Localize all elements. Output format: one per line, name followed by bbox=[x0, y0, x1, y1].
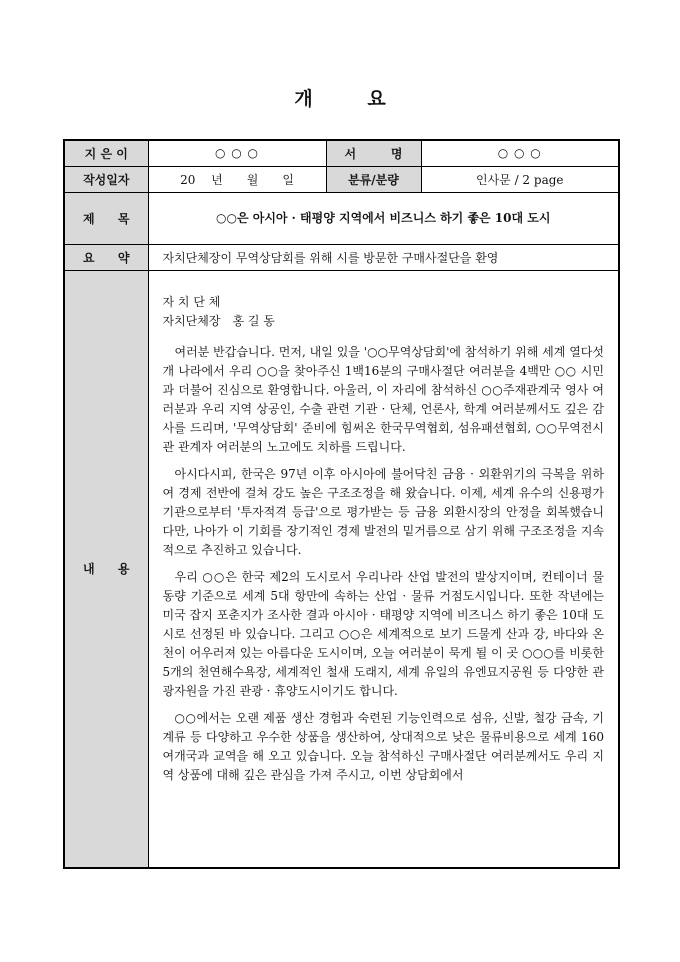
subject-value: ○○은 아시아 · 태평양 지역에서 비즈니스 하기 좋은 10대 도시 bbox=[148, 192, 619, 244]
subject-label-part2: 목 bbox=[117, 211, 130, 226]
content-paragraph-2: 아시다시피, 한국은 97년 이후 아시아에 불어닥친 금융 · 외환위기의 극복을 위하여 경제 전반에 걸쳐 강도 높은 구조조정을 해 왔습니다. 이제, 세계 유수의 신용평가기관으로부터 '투자적격 등급'으로 평가받는 등 금융 외환시장의 안정을 회복했습니다만, 나아가 이 기회를 장기적인 경제 발전의 밑거름으로 삼기 위해 구조조정을 지속적으로 추진하고 있습니다. bbox=[162, 466, 604, 557]
page-title-left: 개 bbox=[294, 88, 313, 110]
date-row bbox=[64, 166, 619, 192]
summary-label-part2: 약 bbox=[117, 250, 130, 265]
writer-label bbox=[326, 140, 421, 166]
page-title-right: 요 bbox=[367, 88, 386, 110]
content-signer: 자치단체장 홍 길 동 bbox=[162, 313, 275, 328]
summary-label-part1: 요 bbox=[83, 250, 95, 265]
content-label-part2: 용 bbox=[117, 562, 130, 577]
content-body bbox=[148, 270, 619, 868]
writer-label-part2: 명 bbox=[390, 146, 403, 161]
subject-row bbox=[64, 192, 619, 244]
summary-row bbox=[64, 244, 619, 270]
category-value: 인사문 / 2 page bbox=[421, 166, 619, 192]
document-form-table bbox=[63, 139, 620, 869]
date-label: 작성일자 bbox=[64, 166, 148, 192]
author-row bbox=[64, 140, 619, 166]
author-value: ○ ○ ○ bbox=[148, 140, 326, 166]
writer-label-part1: 서 bbox=[344, 146, 357, 161]
subject-label bbox=[64, 192, 148, 244]
content-paragraph-4: ○○에서는 오랜 제품 생산 경험과 숙련된 기능인력으로 섬유, 신발, 철강 금속, 기계류 등 다양하고 우수한 상품을 생산하여, 상대적으로 낮은 물류비용으로 세계 160여개국과 교역을 해 오고 있습니다. 오늘 참석하신 구매사절단 여러분께서도 우리 지역 상품에 대해 깊은 관심을 가져 주시고, 이번 상담회에서 bbox=[162, 710, 604, 782]
content-org: 자 치 단 체 bbox=[162, 294, 221, 309]
writer-value: ○ ○ ○ bbox=[421, 140, 619, 166]
subject-label-part1: 제 bbox=[83, 211, 95, 226]
content-row bbox=[64, 270, 619, 868]
page-title bbox=[0, 84, 680, 111]
summary-label bbox=[64, 244, 148, 270]
summary-value: 자치단체장이 무역상담회를 위해 시를 방문한 구매사절단을 환영 bbox=[148, 244, 619, 270]
date-value: 20 년 월 일 bbox=[148, 166, 326, 192]
category-label: 분류/분량 bbox=[326, 166, 421, 192]
content-paragraph-3: 우리 ○○은 한국 제2의 도시로서 우리나라 산업 발전의 발상지이며, 컨테이너 물동량 기준으로 세계 5대 항만에 속하는 산업 · 물류 거점도시입니다. 또한 작년에는 미국 잡지 포춘지가 조사한 결과 아시아 · 태평양 지역에 비즈니스 하기 좋은 10대 도시로 선정된 바 있습니다. 그리고 ○○은 세계적으로 보기 드물게 산과 강, 바다와 온천이 어우러져 있는 아름다운 도시이며, 오늘 여러분이 묵게 될 이 곳 ○○○를 비롯한 5개의 천연해수욕장, 세계적인 철새 도래지, 세계 유일의 유엔묘지공원 등 다양한 관광자원을 가진 관광 · 휴양도시이기도 합니다. bbox=[162, 569, 604, 698]
content-paragraph-1: 여러분 반갑습니다. 먼저, 내일 있을 '○○무역상담회'에 참석하기 위해 세계 열다섯개 나라에서 우리 ○○을 찾아주신 1백16분의 구매사절단 여러분을 4백만 ○○ 시민과 더불어 진심으로 환영합니다. 아울러, 이 자리에 참석하신 ○○주재관계국 영사 여러분과 우리 지역 상공인, 수출 관련 기관 · 단체, 언론사, 학계 여러분께서도 깊은 감사를 드리며, '무역상담회' 준비에 힘써온 한국무역협회, 섬유패션협회, ○○무역전시관 관계자 여러분의 노고에도 치하를 드립니다. bbox=[162, 344, 604, 454]
author-label: 지 은 이 bbox=[64, 140, 148, 166]
content-label bbox=[64, 270, 148, 868]
content-label-part1: 내 bbox=[83, 562, 95, 577]
